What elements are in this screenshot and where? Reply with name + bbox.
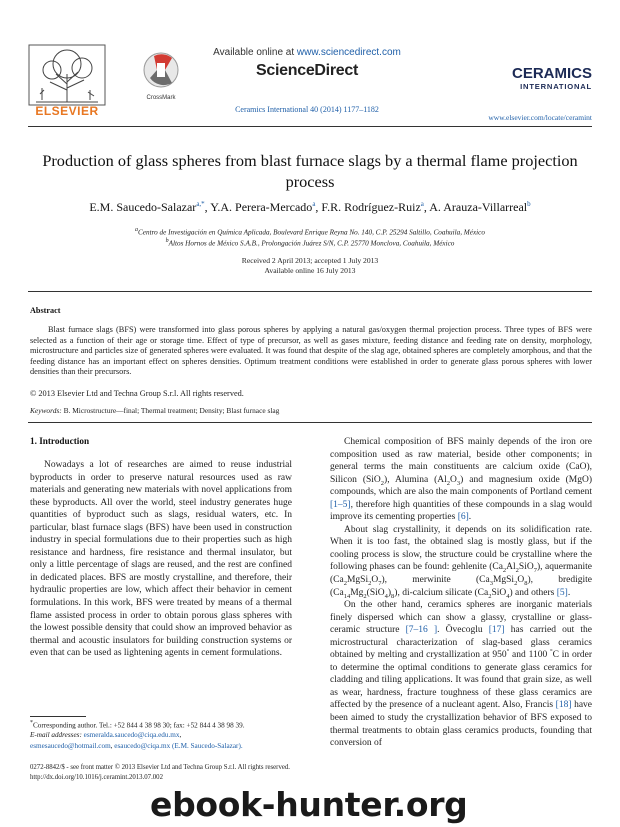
journal-logo	[470, 66, 592, 92]
affiliation-mark: a	[135, 227, 139, 233]
doi-line: http://dx.doi.org/10.1016/j.ceramint.2013.07.002	[30, 774, 163, 781]
email-owner: (E.M. Saucedo-Salazar).	[171, 742, 243, 750]
right-column	[330, 436, 592, 750]
reference-link[interactable]: [17]	[488, 625, 505, 636]
author-affiliation-mark[interactable]: a	[312, 200, 316, 208]
left-column	[30, 459, 292, 660]
crossmark-label: CrossMark	[146, 95, 176, 101]
intro-paragraph: Nowadays a lot of researches are aimed to reuse industrial byproducts in order to preserve natural resources used as raw materials and generating new materials with novel applications from these byproducts. All over the world, steel industry generates huge quantities of byproduct such as slags, residual waters, etc. In particular, blast furnace slags (BFS) have been used in construction industry in special formulations due to their properties such as high resistance and hardness, fire resistance and thermal insulator, but only a little percentage of slags are reused, and the rest are confined in dedicated places. BFS are mostly crystalline, and therefore, their hydraulic properties are low, which affect their behavior in cement formulations. In this work, BFS were treated by means of a thermal flame assisted process in order to obtain porous glass spheres with the lowest possible density that could show an improved behavior as thermal and acoustic insulators for building construction systems or even that can be used as lightening agents in cement formulations.	[30, 460, 292, 659]
email-line-2: esmesaucedo@hotmail.com, esaucedo@ciqa.mx (E.M. Saucedo-Salazar).	[30, 742, 243, 750]
author-affiliation-mark[interactable]: a	[420, 200, 424, 208]
footnote-rule	[30, 716, 86, 717]
composition-paragraph: Chemical composition of BFS mainly depends of the iron ore composition used as raw material, beside other components; in general terms the main constituents are calcium oxide (CaO), Silicon (SiO$_2$), Alumina $(Al_2O_3)$ and magnesium oxide (MgO) compounds, which are also the main components of Portland cement [1–5], therefore high quantities of these compounds in a slag would improve its cementing properties [6].	[330, 437, 592, 523]
available-online-date: Available online 16 July 2013	[264, 266, 356, 275]
watermark-text: ebook-hunter.org	[150, 785, 468, 824]
received-dates: Received 2 April 2013; accepted 1 July 2013	[241, 256, 379, 265]
affiliation	[40, 238, 580, 247]
author-list: E.M. Saucedo-Salazar$^{a,*}$, Y.A. Perera-Mercado$^a$, F.R. Rodríguez-Ruiz$^a$, A. Arauza-Villarreal$^b$	[89, 200, 531, 214]
crossmark-icon[interactable]	[142, 50, 180, 98]
publisher-name: ELSEVIER	[35, 104, 99, 118]
sciencedirect-link[interactable]: www.sciencedirect.com	[296, 47, 401, 58]
author-name: Y.A. Perera-Mercado	[210, 200, 313, 214]
author-name: F.R. Rodríguez-Ruiz	[321, 200, 421, 214]
email-link[interactable]: esmesaucedo@hotmail.com	[30, 742, 111, 750]
author-affiliation-mark[interactable]: a,*	[196, 200, 205, 208]
affiliation	[40, 227, 580, 236]
abstract-bottom-rule	[28, 422, 592, 423]
reference-link[interactable]: [6]	[457, 512, 469, 523]
reference-link[interactable]: [18]	[555, 700, 572, 711]
elsevier-tree-logo	[28, 44, 106, 106]
journal-logo-line1: CERAMICS	[511, 65, 592, 82]
keywords-text: B. Microstructure—final; Thermal treatment; Density; Blast furnace slag	[63, 406, 280, 415]
corresponding-author-note: *Corresponding author. Tel.: +52 844 4 38 98 30; fax: +52 844 4 38 98 39.	[30, 720, 245, 730]
reference-link[interactable]: [1–5]	[330, 499, 351, 510]
journal-citation-link[interactable]: Ceramics International 40 (2014) 1177–1182	[235, 105, 379, 114]
email-label: E-mail addresses:	[30, 731, 82, 739]
email-line: E-mail addresses: esmeralda.saucedo@ciqa.edu.mx,	[30, 731, 182, 739]
affiliation-text: Altos Hornos de México S.A.B., Prolongación Juárez S/N, C.P. 25770 Monclova, Coahuila, México	[168, 239, 455, 248]
header-rule	[28, 126, 592, 127]
reference-link[interactable]: [7–16 ]	[405, 625, 438, 636]
email-link[interactable]: esaucedo@ciqa.mx	[114, 742, 171, 750]
ceramics-paragraph: On the other hand, ceramics spheres are inorganic materials finely dispersed which can show a glassy, crystalline or glass-ceramic structure [7–16 ]. Övecoglu [17] has carried out the microstructural characterization of slag-based glass ceramics obtained by melting and crystallization at 950° and 1100 °C in order to determine the optimal conditions to generate glass ceramics for cladding and tiling applications. It was found that grain size, as well as wear, hardness, fracture toughness of these glass ceramics are affected by the presence of a nucleant agent. Also, Francis [18] have been aimed to study the crystallization behavior of BFS exposed to thermal treatments to obtain glass ceramics products, founding that conversion of	[330, 600, 593, 749]
author-name: E.M. Saucedo-Salazar	[89, 200, 197, 214]
available-online-line	[192, 47, 422, 58]
journal-homepage-link[interactable]: www.elsevier.com/locate/ceramint	[488, 113, 592, 122]
article-title: Production of glass spheres from blast furnace slags by a thermal flame projection process	[42, 151, 578, 191]
affiliation-mark: b	[165, 238, 169, 244]
abstract-heading: Abstract	[30, 306, 61, 315]
platform-name: ScienceDirect	[256, 62, 358, 79]
email-link[interactable]: esmeralda.saucedo@ciqa.edu.mx	[83, 731, 180, 739]
copyright-line: © 2013 Elsevier Ltd and Techna Group S.r.l. All rights reserved.	[30, 389, 244, 398]
abstract-top-rule	[28, 291, 592, 292]
abstract-text: Blast furnace slags (BFS) were transformed into glass porous spheres by applying a natural gas/oxygen thermal projection process. Three types of BFS were selected as a function of their age or storage time. Effect of type of precursor, as well as gases mixture, feeding distance and feeding rate on density, morphology, microstructure and particles size of generated spheres were evaluated. It was found that despite of the slag age, obtained spheres are completely amorphous, and that the feeding distance has an important effect on spheres densities. Optimum treatment conditions were established in order to generate glass porous spheres with lower densities than their precursors.	[30, 325, 592, 377]
reference-link[interactable]: [5]	[556, 587, 568, 598]
author-name: A. Arauza-Villarreal	[429, 200, 528, 214]
keywords-label: Keywords:	[30, 406, 62, 415]
available-prefix: Available online at	[213, 47, 297, 58]
crystallinity-paragraph: About slag crystallinity, it depends on its solidification rate. When it is too fast, the obtained slag is mostly glass, but if the cooling process is slow, the structure could be crystalline where the following phases can be found: gehlenite $(Ca_2Al_2SiO_7)$, aquermanite $(Ca_2MgSi_2O_7)$, merwinite $(Ca_3MgSi_2O_8)$, bredigite $(Ca_{14}Mg_2(SiO_4)_8)$, di-calcium silicate $(Ca_2SiO_4)$ and others [5].	[330, 524, 592, 600]
journal-logo-line2: INTERNATIONAL	[520, 82, 592, 91]
author-affiliation-mark[interactable]: b	[527, 200, 531, 208]
keywords-line	[30, 406, 592, 415]
affiliation-text: Centro de Investigación en Química Aplicada, Boulevard Enrique Reyna No. 140, C.P. 25294 Saltillo, Coahuila, México	[138, 228, 485, 237]
section-heading: 1. Introduction	[30, 436, 90, 446]
issn-line: 0272-8842/$ - see front matter © 2013 Elsevier Ltd and Techna Group S.r.l. All rights reserved.	[30, 764, 290, 771]
